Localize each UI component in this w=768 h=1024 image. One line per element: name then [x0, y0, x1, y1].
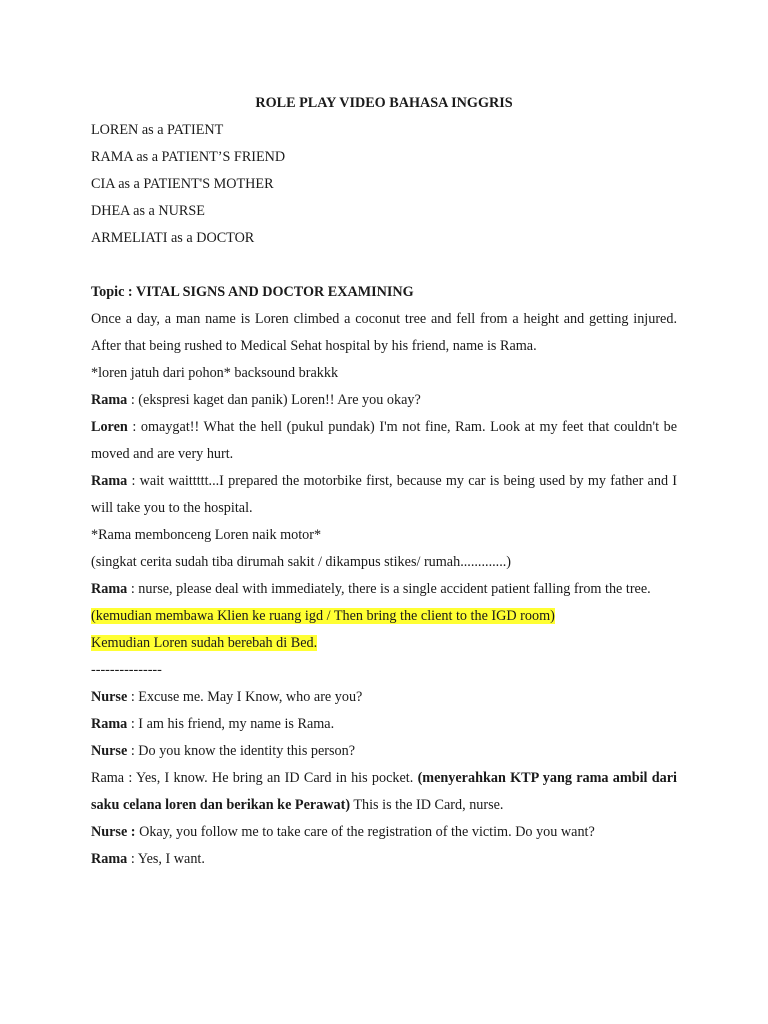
dialogue-text: : wait waittttt...I prepared the motorbike first, because my car is being used by my father and I will take you to the hospital.	[91, 473, 677, 516]
speaker-name: Rama	[91, 851, 128, 867]
blank-line	[91, 252, 677, 279]
intro-paragraph: Once a day, a man name is Loren climbed a coconut tree and fell from a height and getting injured. After that being rushed to Medical Sehat hospital by his friend, name is Rama.	[91, 311, 677, 354]
dialogue-text: : I am his friend, my name is Rama.	[127, 716, 335, 732]
topic-heading	[91, 279, 677, 306]
cast-line: ARMELIATI as a DOCTOR	[91, 230, 255, 246]
dialogue-line	[91, 846, 677, 873]
dialogue-line	[91, 765, 677, 819]
dialogue-text: : (ekspresi kaget dan panik) Loren!! Are you okay?	[127, 392, 421, 408]
speaker-name: Rama	[91, 716, 128, 732]
cast-line: DHEA as a NURSE	[91, 203, 205, 219]
dialogue-line	[91, 738, 677, 765]
dialogue-line	[91, 387, 677, 414]
speaker-name: Nurse	[91, 743, 128, 759]
dialogue-text: : omaygat!! What the hell (pukul pundak) I'm not fine, Ram. Look at my feet that couldn't be moved and are very hurt.	[91, 419, 677, 462]
dialogue-line	[91, 711, 677, 738]
dialogue-text: This is the ID Card, nurse.	[350, 797, 504, 813]
dialogue-line	[91, 684, 677, 711]
cast-line: CIA as a PATIENT'S MOTHER	[91, 176, 274, 192]
cast-line: LOREN as a PATIENT	[91, 122, 224, 138]
highlight-text: Kemudian Loren sudah berebah di Bed.	[91, 635, 318, 651]
speaker-name: Rama	[91, 473, 128, 489]
dialogue-line	[91, 468, 677, 522]
stage-direction: *loren jatuh dari pohon* backsound brakkk	[91, 365, 339, 381]
topic-label: Topic :	[91, 284, 136, 300]
dialogue-text: Rama : Yes, I know. He bring an ID Card in his pocket.	[91, 770, 418, 786]
stage-direction-inline: (menyerahkan KTP yang rama ambil dari saku celana loren dan berikan ke Perawat)	[91, 770, 677, 813]
dialogue-text: Okay, you follow me to take care of the registration of the victim. Do you want?	[135, 824, 595, 840]
speaker-name: Rama	[91, 392, 128, 408]
dialogue-text: : Yes, I want.	[127, 851, 205, 867]
highlighted-note	[91, 630, 677, 657]
dialogue-line	[91, 576, 677, 603]
speaker-name: Loren	[91, 419, 128, 435]
dialogue-text: : Excuse me. May I Know, who are you?	[127, 689, 363, 705]
topic-value: VITAL SIGNS AND DOCTOR EXAMINING	[135, 284, 414, 300]
speaker-name: Nurse :	[91, 824, 136, 840]
speaker-name: Nurse	[91, 689, 128, 705]
document-page	[91, 90, 677, 873]
cast-line: RAMA as a PATIENT’S FRIEND	[91, 149, 286, 165]
divider-line: ---------------	[91, 662, 162, 678]
dialogue-text: : nurse, please deal with immediately, there is a single accident patient falling from the tree.	[127, 581, 651, 597]
highlighted-note	[91, 603, 677, 630]
highlight-text: (kemudian membawa Klien ke ruang igd / Then bring the client to the IGD room)	[91, 608, 555, 624]
dialogue-text: : Do you know the identity this person?	[127, 743, 356, 759]
dialogue-line	[91, 414, 677, 468]
stage-direction: *Rama membonceng Loren naik motor*	[91, 527, 322, 543]
cast-list	[91, 117, 677, 252]
dialogue-line	[91, 819, 677, 846]
stage-direction: (singkat cerita sudah tiba dirumah sakit / dikampus stikes/ rumah.............)	[91, 554, 512, 570]
speaker-name: Rama	[91, 581, 128, 597]
document-title: ROLE PLAY VIDEO BAHASA INGGRIS	[255, 95, 513, 111]
